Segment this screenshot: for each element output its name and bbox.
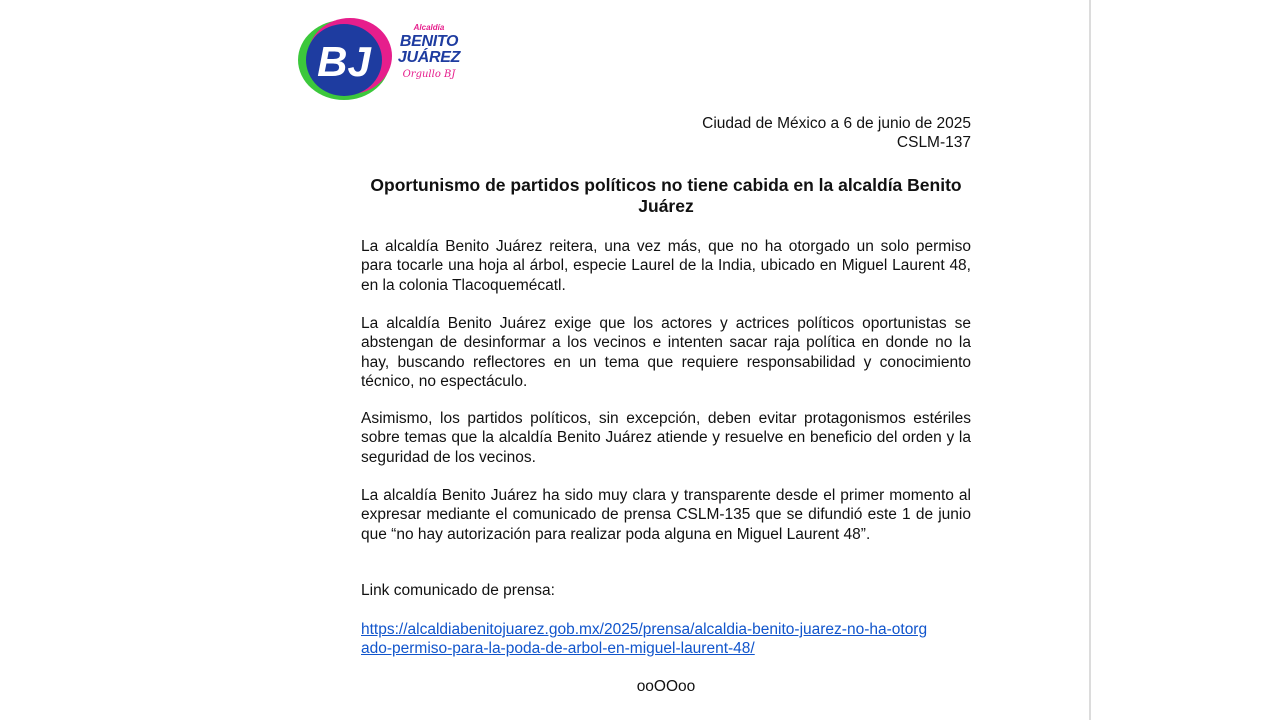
body-paragraph-3: Asimismo, los partidos políticos, sin excepción, deben evitar protagonismos estériles sobre temas que la alcaldía Benito Juárez atiende y resuelve en beneficio del orden y la seguridad de los vecinos. [361, 410, 971, 466]
link-label: Link comunicado de prensa: [361, 582, 555, 599]
logo-tagline: Orgullo BJ [402, 69, 456, 80]
press-release-link-line2[interactable]: ado-permiso-para-la-poda-de-arbol-en-miguel-laurent-48/ [361, 640, 755, 657]
alcaldia-logo [294, 14, 469, 104]
page-title: Oportunismo de partidos políticos no tiene cabida en la alcaldía Benito Juárez [370, 175, 962, 216]
date-line: Ciudad de México a 6 de junio de 2025 [702, 115, 971, 132]
body-paragraph-1: La alcaldía Benito Juárez reitera, una vez más, que no ha otorgado un solo permiso para tocarle una hoja al árbol, especie Laurel de la India, ubicado en Miguel Laurent 48, en la colonia Tlacoquemécatl. [361, 238, 971, 294]
bj-logo-mark-icon [294, 14, 394, 104]
page-edge-divider [1089, 0, 1091, 720]
logo-name-line1: BENITO [399, 33, 459, 50]
logo-initials: BJ [317, 38, 371, 85]
logo-name-line2: JUÁREZ [397, 49, 461, 66]
press-release-link[interactable] [361, 620, 981, 658]
body-paragraph-4: La alcaldía Benito Juárez ha sido muy clara y transparente desde el primer momento al expresar mediante el comunicado de prensa CSLM-135 que se difundió este 1 de junio que “no hay autorización para realizar poda alguna en Miguel Laurent 48”. [361, 487, 971, 543]
press-release-link-line1[interactable]: https://alcaldiabenitojuarez.gob.mx/2025/prensa/alcaldia-benito-juarez-no-ha-otorg [361, 621, 928, 638]
reference-code: CSLM-137 [896, 134, 971, 151]
body-paragraph-2: La alcaldía Benito Juárez exige que los actores y actrices políticos oportunistas se abstengan de desinformar a los vecinos e intenten sacar raja política en donde no la hay, buscando reflectores en un tema que requiere responsabilidad y conocimiento técnico, no espectáculo. [361, 315, 971, 390]
closing-mark: ooOOoo [636, 678, 696, 695]
logo-wordmark [389, 24, 469, 80]
logo-alcaldia-label: Alcaldía [413, 23, 445, 32]
document-header [600, 114, 971, 152]
